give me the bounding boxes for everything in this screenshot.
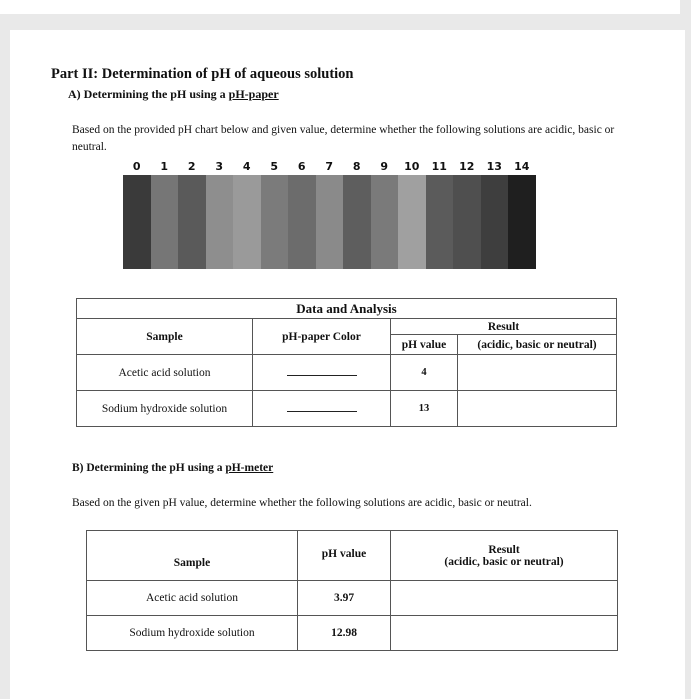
ph-color-chip (371, 175, 399, 269)
ph-scale-label: 2 (187, 160, 196, 173)
result-answer-cell[interactable] (458, 355, 617, 391)
col-result (391, 531, 618, 581)
col-result-sub: (acidic, basic or neutral) (458, 335, 617, 355)
ph-cell: 12.98 (298, 616, 391, 651)
ph-color-chip (206, 175, 234, 269)
ph-scale-label: 6 (297, 160, 306, 173)
sample-cell: Sodium hydroxide solution (87, 616, 298, 651)
section-b-link: pH-meter (225, 462, 274, 474)
section-a-prefix: A) Determining the pH using a (68, 87, 229, 101)
ph-color-chip (453, 175, 481, 269)
ph-scale-label: 9 (380, 160, 389, 173)
ph-color-chip (481, 175, 509, 269)
col-ph-value: pH value (391, 335, 458, 355)
ph-cell: 4 (391, 355, 458, 391)
previous-page-edge (0, 0, 680, 14)
ph-scale-label: 14 (514, 160, 530, 173)
ph-color-chip (233, 175, 261, 269)
result-answer-cell[interactable] (391, 581, 618, 616)
ph-color-chip (261, 175, 289, 269)
col-ph-value (298, 531, 391, 581)
col-result-sub: (acidic, basic or neutral) (444, 555, 564, 568)
sample-cell: Acetic acid solution (87, 581, 298, 616)
section-b-heading (72, 462, 273, 474)
col-sample: Sample (77, 319, 253, 355)
ph-scale-label: 5 (270, 160, 279, 173)
col-sample-label: Sample (173, 556, 211, 569)
table-row (77, 391, 617, 427)
ph-scale-label: 10 (404, 160, 420, 173)
ph-cell: 3.97 (298, 581, 391, 616)
sample-cell: Sodium hydroxide solution (77, 391, 253, 427)
sample-cell: Acetic acid solution (77, 355, 253, 391)
ph-cell: 13 (391, 391, 458, 427)
table-title: Data and Analysis (77, 299, 617, 319)
result-answer-cell[interactable] (391, 616, 618, 651)
data-analysis-table (76, 298, 617, 427)
ph-color-chip (178, 175, 206, 269)
ph-scale-label: 3 (215, 160, 224, 173)
ph-scale-label: 1 (160, 160, 169, 173)
color-answer-blank[interactable] (253, 391, 391, 427)
table-row (77, 355, 617, 391)
section-a-link: pH-paper (228, 87, 279, 101)
ph-scale-label: 11 (431, 160, 447, 173)
ph-scale-label: 12 (459, 160, 475, 173)
section-a-heading (68, 87, 279, 102)
ph-scale-label: 7 (325, 160, 334, 173)
col-ph-label: pH value (321, 547, 367, 560)
ph-scale-label: 4 (242, 160, 251, 173)
result-answer-cell[interactable] (458, 391, 617, 427)
section-b-prefix: B) Determining the pH using a (72, 462, 226, 474)
part-title: Part II: Determination of pH of aqueous solution (51, 66, 354, 82)
ph-color-chip (288, 175, 316, 269)
col-result: Result (391, 319, 617, 335)
table-row (87, 581, 618, 616)
ph-meter-table (86, 530, 618, 651)
table-row (87, 616, 618, 651)
ph-color-chip (426, 175, 454, 269)
ph-color-chip (508, 175, 536, 269)
col-result-label: Result (488, 543, 520, 556)
col-sample (87, 531, 298, 581)
section-a-instructions: Based on the provided pH chart below and given value, determine whether the following solutions are acidic, basic or neutral. (72, 124, 615, 153)
ph-color-chip (316, 175, 344, 269)
ph-scale-label: 0 (132, 160, 141, 173)
ph-color-chip (343, 175, 371, 269)
ph-color-strip (123, 175, 536, 269)
ph-color-chip (398, 175, 426, 269)
ph-scale-label: 13 (486, 160, 502, 173)
color-answer-blank[interactable] (253, 355, 391, 391)
col-ph-paper-color: pH-paper Color (253, 319, 391, 355)
worksheet-page (10, 30, 685, 699)
ph-color-chip (123, 175, 151, 269)
section-b-instructions: Based on the given pH value, determine whether the following solutions are acidic, basic or neutral. (72, 497, 532, 509)
ph-color-chip (151, 175, 179, 269)
ph-scale-label: 8 (352, 160, 361, 173)
